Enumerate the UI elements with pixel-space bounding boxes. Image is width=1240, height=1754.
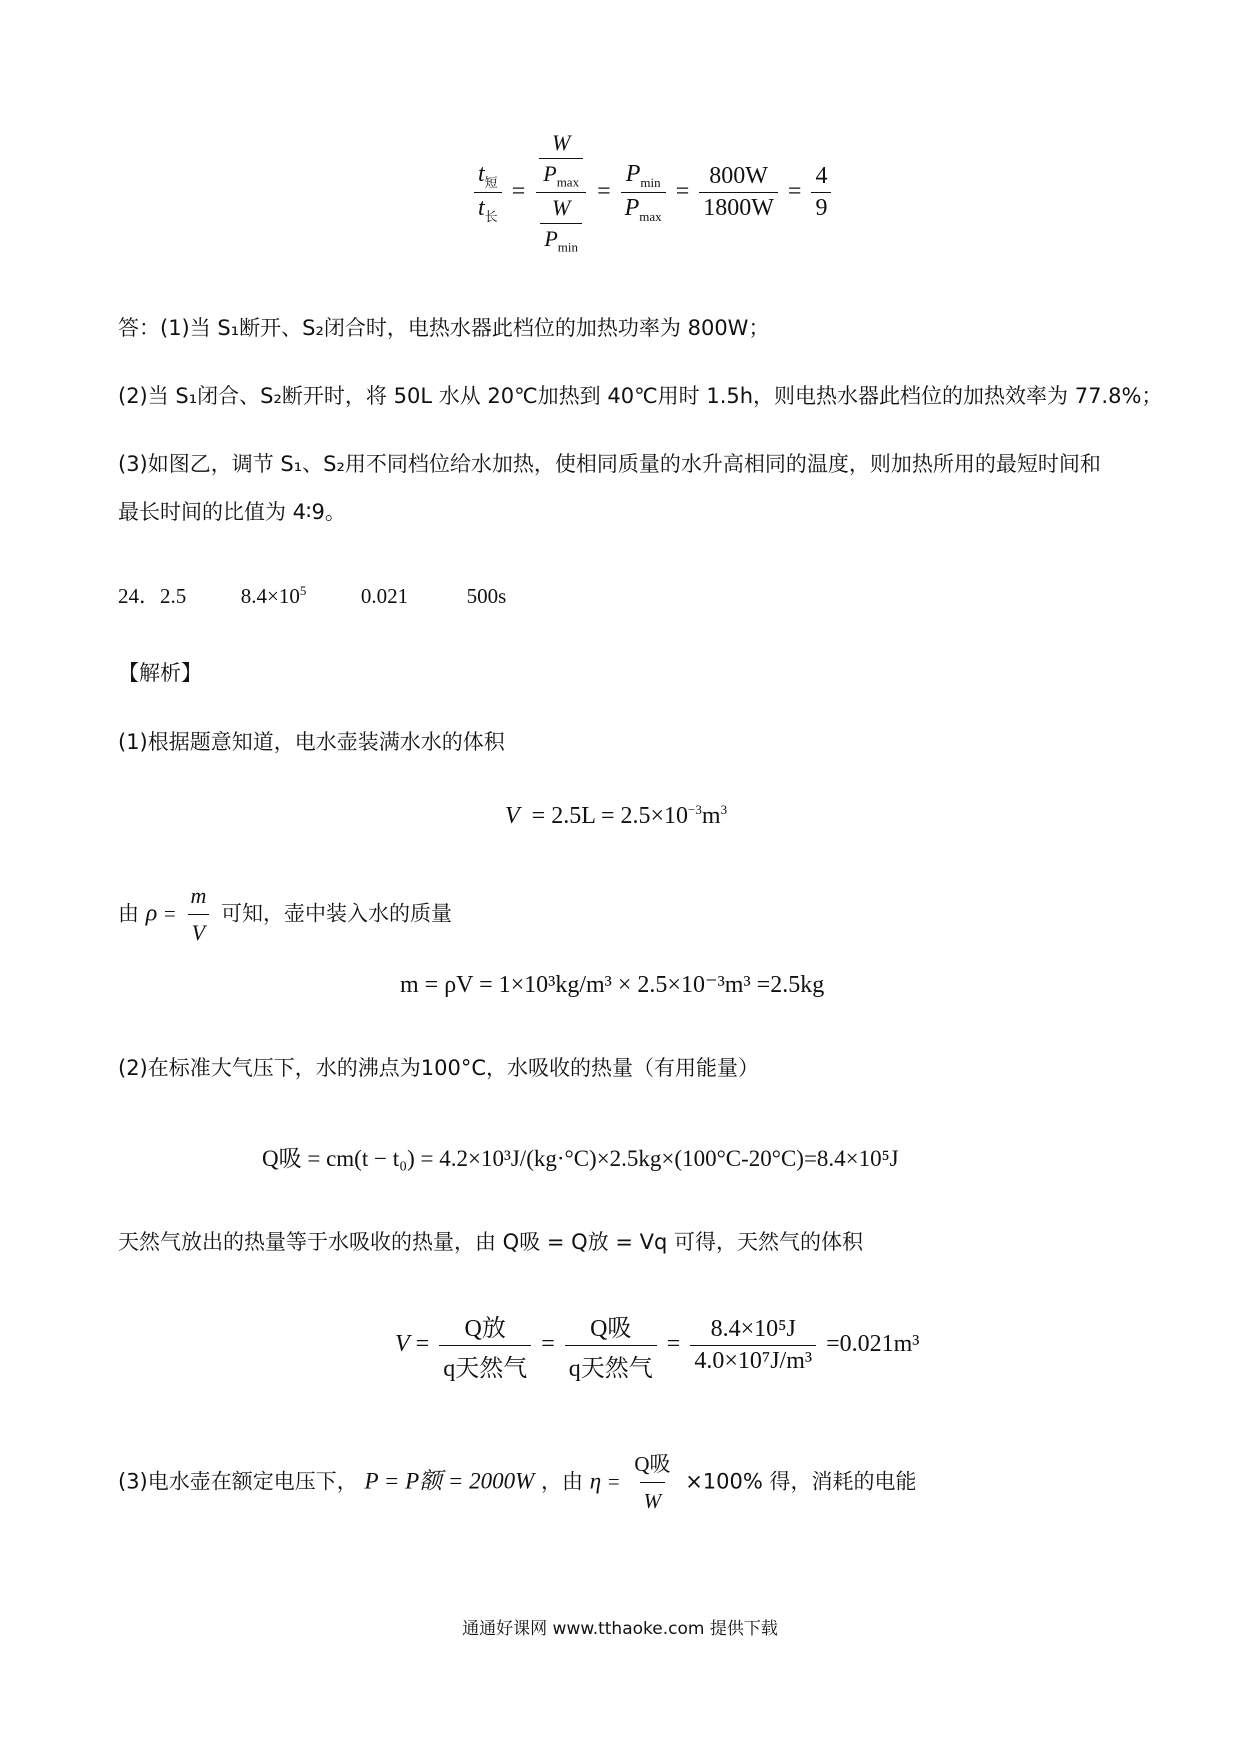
analysis-heading: 【解析】 <box>118 661 202 685</box>
q24-number: 24．2.5 <box>118 584 187 608</box>
analysis-part-2: (2)在标准大气压下，水的沸点为100°C，水吸收的热量（有用能量） <box>118 1056 759 1080</box>
equation-gas-volume: V = $\frac{\text{Q放}}{\text{q天然气}}$ = $\frac{\text{Q吸}}{\text{q天然气}}$ = $\frac{\text{8.4×10⁵J}}{\text{4.0×10⁷J/m³}}$ =0.021m³ <box>395 1316 920 1382</box>
answer-3-line-2: 最长时间的比值为 4∶9。 <box>118 500 346 524</box>
q24-answer-4: 500s <box>466 584 507 608</box>
equation-volume: $V = 2.5L = 2.5\times 10^{-3}m^3$ <box>505 802 728 829</box>
gas-sentence: 天然气放出的热量等于水吸收的热量，由 Q吸 = Q放 = Vq 可得，天然气的体积 <box>118 1230 863 1254</box>
analysis-part-3: (3)电水壶在额定电压下， P = P额 = 2000W ，由 η = $\frac{\text{Q吸}}{W}$ ×100% 得，消耗的电能 <box>118 1448 917 1517</box>
answer-2: (2)当 S₁闭合、S₂断开时，将 50L 水从 20℃加热到 40℃用时 1.5h，则电热水器此档位的加热效率为 77.8%； <box>118 384 1163 408</box>
equation-heat: Q吸 = cm(t − t₀) = 4.2×10³J/(kg·°C)×2.5kg×(100°C-20°C)=8.4×10⁵J <box>262 1146 899 1171</box>
answer-1: 答：(1)当 S₁断开、S₂闭合时，电热水器此档位的加热功率为 800W； <box>118 316 770 340</box>
q24-answer-3: 0.021 <box>360 584 409 608</box>
answer-3-line-1: (3)如图乙，调节 S₁、S₂用不同档位给水加热，使相同质量的水升高相同的温度，则加热所用的最短时间和 <box>118 452 1101 476</box>
q24-answer-2: $8.4\times 10^5$ <box>240 583 307 608</box>
page-footer: 通通好课网 www.tthaoke.com 提供下载 <box>462 1619 778 1639</box>
analysis-part-1: (1)根据题意知道，电水壶装满水水的体积 <box>118 730 505 754</box>
q24-answers <box>118 580 506 610</box>
equation-mass: m = ρV = 1×10³kg/m³ × 2.5×10⁻³m³ =2.5kg <box>400 972 825 998</box>
density-sentence: 由 ρ = $\frac{m}{V}$ 可知，壶中装入水的质量 <box>118 880 452 949</box>
equation-time-ratio: $\frac{t_短}{t_长}$ = $\frac{\frac{W}{P_{max}}}{\frac{W}{P_{min}}}$ = $\frac{P_{min}}{P_{max}}$ = $\frac{800W}{1800W}$ = $\frac{4}{9}$ <box>470 130 835 256</box>
